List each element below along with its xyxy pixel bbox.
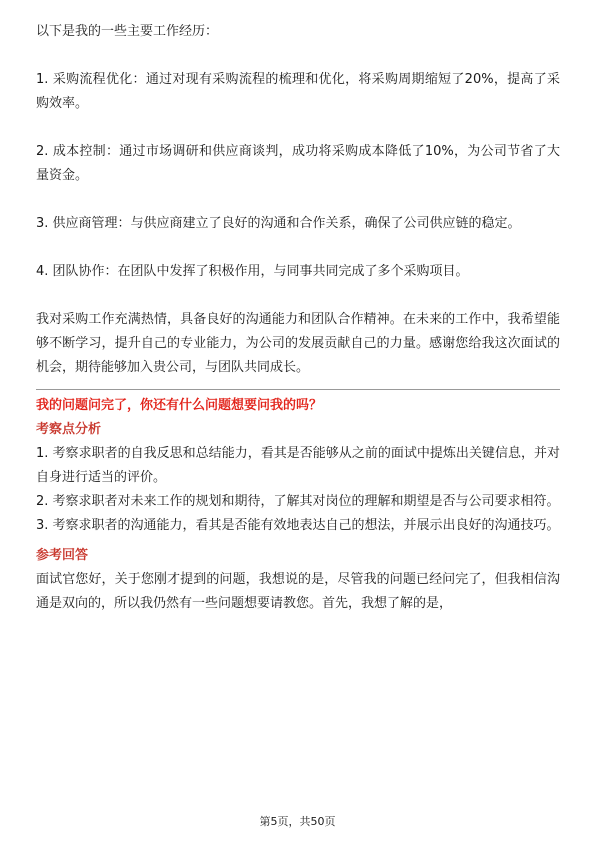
reference-heading: 参考回答 — [36, 548, 89, 563]
experience-item-2: 2. 成本控制：通过市场调研和供应商谈判，成功将采购成本降低了10%，为公司节省了大量资金。 — [36, 144, 560, 183]
closing-paragraph: 我对采购工作充满热情，具备良好的沟通能力和团队合作精神。在未来的工作中，我希望能够不断学习，提升自己的专业能力，为公司的发展贡献自己的力量。感谢您给我这次面试的机会，期待能够加入贵公司，与团队共同成长。 — [36, 312, 560, 375]
section-divider — [36, 389, 560, 390]
spacer — [36, 188, 560, 212]
intro-text: 以下是我的一些主要工作经历： — [36, 24, 219, 39]
spacer — [36, 236, 560, 260]
spacer — [36, 44, 560, 68]
experience-item-4: 4. 团队协作：在团队中发挥了积极作用，与同事共同完成了多个采购项目。 — [36, 264, 469, 279]
analysis-item-2: 2. 考察求职者对未来工作的规划和期待，了解其对岗位的理解和期望是否与公司要求相符。 — [36, 494, 560, 509]
experience-item-3: 3. 供应商管理：与供应商建立了良好的沟通和合作关系，确保了公司供应链的稳定。 — [36, 216, 521, 231]
page-number: 第5页，共50页 — [259, 815, 336, 828]
analysis-heading: 考察点分析 — [36, 422, 102, 437]
spacer — [36, 284, 560, 308]
spacer — [36, 116, 560, 140]
analysis-item-3: 3. 考察求职者的沟通能力，看其是否能有效地表达自己的想法，并展示出良好的沟通技巧。 — [36, 518, 560, 533]
reference-answer: 面试官您好，关于您刚才提到的问题，我想说的是，尽管我的问题已经问完了，但我相信沟通是双向的，所以我仍然有一些问题想要请教您。首先，我想了解的是， — [36, 572, 560, 611]
analysis-item-1: 1. 考察求职者的自我反思和总结能力，看其是否能够从之前的面试中提炼出关键信息，并对自身进行适当的评价。 — [36, 446, 560, 485]
document-body — [36, 20, 560, 616]
experience-item-1: 1. 采购流程优化：通过对现有采购流程的梳理和优化，将采购周期缩短了20%，提高了采购效率。 — [36, 72, 560, 111]
interview-question: 我的问题问完了，你还有什么问题想要问我的吗？ — [36, 398, 323, 413]
